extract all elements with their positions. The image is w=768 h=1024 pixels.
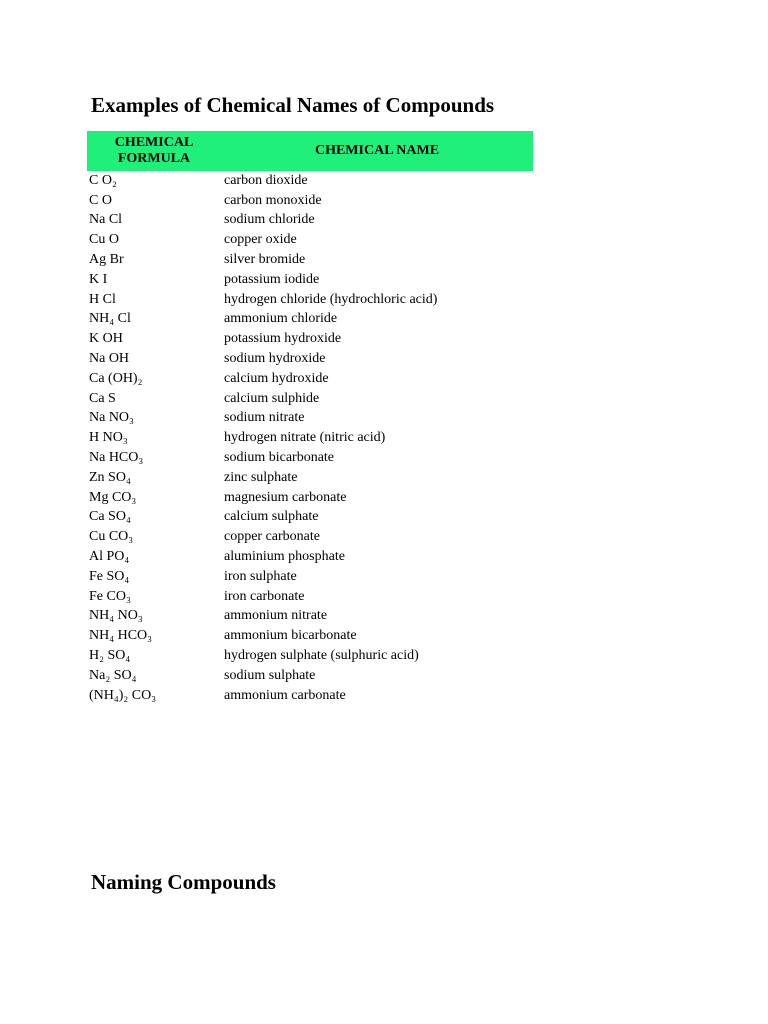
- chemical-name-cell: calcium sulphate: [224, 509, 319, 525]
- formula-cell: Na Cl: [89, 212, 123, 228]
- formula-cell: Ag Br: [89, 252, 124, 268]
- formula-cell: Ca S: [89, 390, 116, 406]
- chemical-name-cell: iron sulphate: [224, 568, 297, 584]
- chemical-name-cell: zinc sulphate: [224, 469, 298, 485]
- column-header-formula: CHEMICAL FORMULA: [114, 135, 194, 166]
- column-header-name: CHEMICAL NAME: [314, 143, 440, 158]
- chemical-name-cell: hydrogen sulphate (sulphuric acid): [224, 648, 419, 664]
- chemical-name-cell: calcium sulphide: [224, 390, 320, 406]
- chemical-name-cell: carbon monoxide: [224, 192, 322, 208]
- table-row: [87, 646, 533, 666]
- chemical-name-cell: sodium hydroxide: [224, 351, 326, 367]
- formula-cell: H Cl: [89, 291, 116, 307]
- chemical-name-cell: hydrogen chloride (hydrochloric acid): [224, 291, 438, 307]
- formula-cell: Fe SO₄: [89, 568, 130, 584]
- page-title: Examples of Chemical Names of Compounds: [91, 93, 495, 117]
- table-row: [87, 686, 533, 706]
- formula-cell: NH₄ Cl: [89, 311, 131, 327]
- table-row: [87, 468, 533, 488]
- chemical-name-cell: silver bromide: [224, 252, 306, 268]
- chemical-name-cell: carbon dioxide: [224, 172, 308, 188]
- table-row: [87, 290, 533, 310]
- table-row: [87, 527, 533, 547]
- formula-cell: NH₄ HCO₃: [89, 628, 153, 644]
- formula-cell: NH₄ NO₃: [89, 608, 143, 624]
- formula-cell: H₂ SO₄: [89, 648, 131, 664]
- table-row: [87, 587, 533, 607]
- table-row: [87, 270, 533, 290]
- formula-cell: Fe CO₃: [89, 588, 131, 604]
- table-header: [87, 131, 533, 171]
- chemical-name-cell: ammonium bicarbonate: [224, 628, 357, 644]
- formula-cell: Zn SO₄: [89, 469, 131, 485]
- formula-cell: K OH: [89, 331, 123, 347]
- formula-cell: C O: [89, 192, 112, 208]
- chemical-name-cell: ammonium nitrate: [224, 608, 328, 624]
- table-row: [87, 389, 533, 409]
- chemical-name-cell: sodium nitrate: [224, 410, 305, 426]
- table-row: [87, 409, 533, 429]
- chemical-name-cell: hydrogen nitrate (nitric acid): [224, 430, 386, 446]
- table-row: [87, 567, 533, 587]
- table-row: [87, 369, 533, 389]
- chemical-name-cell: sodium bicarbonate: [224, 450, 335, 466]
- table-row: [87, 666, 533, 686]
- chemical-name-cell: ammonium carbonate: [224, 687, 346, 703]
- formula-cell: H NO₃: [89, 430, 128, 446]
- table-row: [87, 508, 533, 528]
- formula-cell: Na₂ SO₄: [89, 667, 137, 683]
- formula-cell: (NH₄)₂ CO₃: [89, 687, 157, 703]
- chemical-name-cell: copper oxide: [224, 232, 297, 248]
- table-row: [87, 250, 533, 270]
- chemical-name-cell: copper carbonate: [224, 529, 320, 545]
- formula-cell: Cu O: [89, 232, 119, 248]
- table-row: [87, 349, 533, 369]
- chemical-name-cell: sodium chloride: [224, 212, 315, 228]
- formula-cell: Na NO₃: [89, 410, 134, 426]
- formula-cell: Cu CO₃: [89, 529, 134, 545]
- chemical-name-cell: calcium hydroxide: [224, 370, 329, 386]
- section-title: Naming Compounds: [91, 870, 276, 894]
- compounds-table: [87, 131, 533, 706]
- table-row: [87, 428, 533, 448]
- chemical-name-cell: sodium sulphate: [224, 667, 316, 683]
- chemical-name-cell: magnesium carbonate: [224, 489, 347, 505]
- table-row: [87, 547, 533, 567]
- formula-cell: Na HCO₃: [89, 450, 144, 466]
- table-body: [87, 171, 533, 706]
- chemical-name-cell: potassium hydroxide: [224, 331, 342, 347]
- chemical-name-cell: ammonium chloride: [224, 311, 338, 327]
- table-row: [87, 329, 533, 349]
- formula-cell: C O₂: [89, 172, 117, 188]
- table-row: [87, 626, 533, 646]
- table-row: [87, 211, 533, 231]
- table-row: [87, 488, 533, 508]
- chemical-name-cell: potassium iodide: [224, 271, 320, 287]
- table-row: [87, 310, 533, 330]
- table-row: [87, 191, 533, 211]
- table-row: [87, 230, 533, 250]
- formula-cell: Na OH: [89, 351, 130, 367]
- table-row: [87, 171, 533, 191]
- formula-cell: Al PO₄: [89, 549, 130, 565]
- chemical-name-cell: aluminium phosphate: [224, 549, 345, 565]
- formula-cell: Ca (OH)₂: [89, 370, 143, 386]
- table-row: [87, 448, 533, 468]
- chemical-name-cell: iron carbonate: [224, 588, 305, 604]
- formula-cell: Ca SO₄: [89, 509, 131, 525]
- formula-cell: K I: [89, 271, 108, 287]
- formula-cell: Mg CO₃: [89, 489, 137, 505]
- table-row: [87, 607, 533, 627]
